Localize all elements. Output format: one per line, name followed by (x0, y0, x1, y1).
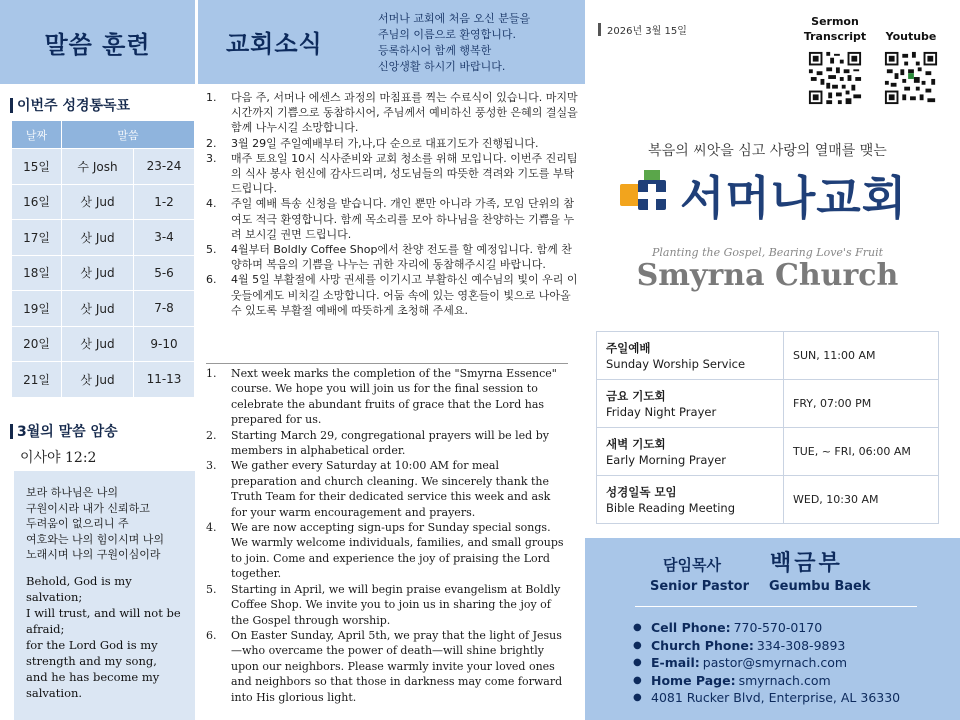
list-item: ● Cell Phone: 770-570-0170 (633, 620, 823, 635)
reading-plan-table (11, 120, 195, 398)
pastor-info-box (585, 538, 960, 720)
list-item: ● Church Phone: 334-308-9893 (633, 637, 846, 653)
list-item (633, 689, 958, 707)
pastor-divider (635, 606, 917, 607)
qr-sermon-label: Sermon Transcript (803, 15, 867, 43)
list-item: 2. Starting March 29, congregational prayers will be led by members in alphabetical order. (206, 428, 549, 458)
tagline-korean: 복음의 씨앗을 심고 사랑의 열매를 맺는 (648, 143, 887, 159)
list-item: 3. We gather every Saturday at 10:00 AM for meal preparation and church cleaning. We sincerely thank the Truth Team for their dedicated service this week and ask for your warm encouragement and prayers. (206, 459, 551, 519)
sermon-transcript-qr-code[interactable] (807, 50, 863, 106)
bullet-icon: ● (633, 692, 642, 703)
section-marker (10, 98, 13, 113)
memory-verse-box (14, 471, 195, 720)
list-item: 4. 주일 예배 특송 신청을 받습니다. 개인 뿐만 아니라 가족, 모임 단위의 참여도 적극 환영합니다. 함께 목소리를 모아 하나님을 찬양하는 기쁨을 누려 보시길 권면 드립니다. (206, 197, 575, 241)
bullet-icon: ● (633, 639, 642, 651)
table-row: 16일 삿 Jud 1-2 (12, 184, 195, 220)
church-logo-icon (620, 170, 674, 220)
table-row: 20일 삿 Jud 9-10 (12, 326, 195, 362)
service-schedule-table (596, 331, 939, 524)
memory-verse-korean: 보라 하나님은 나의 구원이시라 내가 신뢰하고 두려움이 없으리니 주 여호와는 나의 힘이시며 나의 노래시며 나의 구원이심이라 (26, 486, 165, 561)
list-item: 4. We are now accepting sign-ups for Sunday special songs. We warmly welcome individuals, families, and small groups to join. Come and experience the joy of praising the Lord together. (206, 521, 564, 581)
table-row: 21일 삿 Jud 11-13 (12, 362, 195, 398)
table-row: 15일 수 Josh 23-24 (12, 149, 195, 185)
section-marker (598, 23, 601, 36)
pastor-title-english: Senior Pastor (650, 579, 750, 594)
qr-youtube-label: Youtube (885, 30, 937, 43)
training-header (0, 0, 195, 84)
church-name-english: Smyrna Church (636, 258, 899, 293)
list-item: 1. 다음 주, 서머나 에센스 과정의 마침표를 찍는 수료식이 있습니다. 마지막 시간까지 기쁨으로 동참하시어, 주님께서 예비하신 풍성한 은혜의 결실을 함께 나누시길 소망합니다. (206, 91, 578, 135)
tagline-english: Planting the Gospel, Bearing Love's Fruit (651, 246, 884, 259)
reading-plan-header-row (12, 121, 195, 149)
list-item: 5. 4월부터 Boldly Coffee Shop에서 찬양 전도를 할 예정입니다. 함께 찬양하며 복음의 기쁨을 나누는 귀한 자리에 동참해주시길 바랍니다. (206, 243, 572, 272)
column-header-scripture: 말씀 (62, 121, 195, 149)
bulletin-date: 2026년 3월 15일 (598, 22, 687, 37)
list-item: 2. 3월 29일 주일예배부터 가,나,다 순으로 대표기도가 진행됩니다. (206, 136, 539, 150)
list-item: 6. 4월 5일 부활절에 사망 권세를 이기시고 부활하신 예수님의 빛이 우리 이웃들에게도 비치길 소망합니다. 어둠 속에 있는 영혼들이 빛으로 나아올 수 있도록 부활절 예배에 따뜻하게 초청해 주세요. (206, 273, 578, 317)
pastor-name-korean: 백금부 (770, 551, 843, 576)
table-row: 19일 삿 Jud 7-8 (12, 291, 195, 327)
homepage-link[interactable]: smyrnach.com (738, 672, 831, 688)
table-row: 17일 삿 Jud 3-4 (12, 220, 195, 256)
list-item: 6. On Easter Sunday, April 5th, we pray that the light of Jesus—who overcame the power of death—will shine brightly upon our neighbors. Please warmly invite your loved ones and neighbors so that those in darkness may come forward into His glorious light. (206, 628, 563, 704)
pastor-contact-list (633, 619, 958, 707)
table-row: 성경일독 모임 Bible Reading Meeting WED, 10:30 AM (597, 476, 939, 524)
pastor-name-english: Geumbu Baek (769, 579, 871, 594)
news-list-english (206, 366, 568, 705)
news-header-title: 교회소식 (226, 30, 323, 58)
table-row: 새벽 기도회 Early Morning Prayer TUE, ~ FRI, 06:00 AM (597, 428, 939, 476)
church-phone-value[interactable]: 334-308-9893 (756, 637, 846, 653)
memory-verse-reference: 이사야 12:2 (20, 450, 97, 466)
news-header (198, 0, 585, 84)
bullet-icon: ● (633, 657, 642, 668)
list-item: 5. Starting in April, we will begin praise evangelism at Boldly Coffee Shop. We invite you to join us in sharing the joy of the Gospel through worship. (206, 582, 561, 627)
email-link[interactable]: pastor@smyrnach.com (702, 655, 848, 670)
list-item: 1. Next week marks the completion of the "Smyrna Essence" course. We hope you will join us for the final session to celebrate the abundant fruits of grace that the Lord has prepared for us. (206, 367, 557, 427)
news-list-korean (206, 90, 578, 318)
table-row: 주일예배 Sunday Worship Service SUN, 11:00 AM (597, 332, 939, 380)
memory-verse-english: Behold, God is my salvation; I will trust, and will not be afraid; for the Lord God is my strength and my song, and he has become my salvation. (26, 573, 181, 700)
cell-phone-value[interactable]: 770-570-0170 (733, 620, 823, 635)
table-row: 18일 삿 Jud 5-6 (12, 255, 195, 291)
address-value: 4081 Rucker Blvd, Enterprise, AL 36330 (651, 690, 901, 705)
reading-plan-title: 이번주 성경통독표 (10, 95, 130, 115)
youtube-qr-code[interactable] (883, 50, 939, 106)
column-header-date: 날짜 (12, 121, 62, 149)
church-name-korean: 서머나교회 (680, 171, 908, 225)
list-item: ● Home Page: smyrnach.com (633, 672, 831, 688)
bullet-icon: ● (633, 622, 642, 633)
bullet-icon: ● (633, 674, 642, 686)
pastor-title-korean: 담임목사 (663, 556, 721, 574)
section-marker (10, 424, 13, 439)
list-item: 3. 매주 토요일 10시 식사준비와 교회 청소를 위해 모입니다. 이번주 진리팀의 식사 봉사 헌신에 감사드리며, 성도님들의 따뜻한 격려와 기도를 부탁드립니다. (206, 151, 578, 196)
list-item: ● E-mail: pastor@smyrnach.com (633, 655, 848, 670)
welcome-message: 서머나 교회에 처음 오신 분들을 주님의 이름으로 환영합니다. 등록하시어 함께 행복한 신앙생활 하시기 바랍니다. (378, 12, 531, 73)
table-row: 금요 기도회 Friday Night Prayer FRY, 07:00 PM (597, 380, 939, 428)
memory-verse-title: 3월의 말씀 암송 (10, 421, 118, 441)
training-header-title: 말씀 훈련 (44, 30, 151, 59)
news-divider (206, 363, 568, 364)
